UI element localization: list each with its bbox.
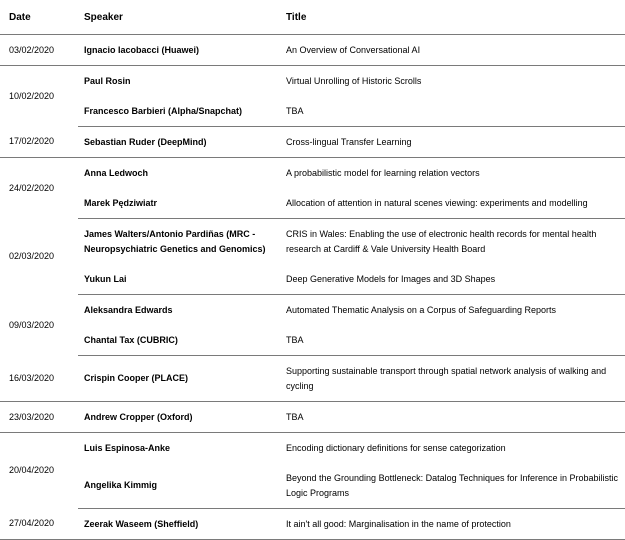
- table-row: [0, 509, 625, 540]
- speaker-column-header: Speaker: [78, 0, 280, 35]
- title-cell: TBA: [280, 96, 625, 127]
- title-cell: TBA: [280, 402, 625, 433]
- title-cell: It ain't all good: Marginalisation in the name of protection: [280, 509, 625, 540]
- table-row: [0, 264, 625, 295]
- speaker-cell: Zeerak Waseem (Sheffield): [78, 509, 280, 540]
- table-header: [0, 0, 625, 35]
- speaker-cell: Sebastian Ruder (DeepMind): [78, 127, 280, 158]
- speaker-cell: Ignacio Iacobacci (Huawei): [78, 35, 280, 66]
- table-row: [0, 219, 625, 265]
- table-row: [0, 66, 625, 97]
- table-row: [0, 356, 625, 402]
- table-row: [0, 402, 625, 433]
- speaker-cell: Marek Pędziwiatr: [78, 188, 280, 219]
- date-cell: 23/03/2020: [0, 402, 78, 433]
- title-cell: Cross-lingual Transfer Learning: [280, 127, 625, 158]
- title-cell: TBA: [280, 325, 625, 356]
- header-row: [0, 0, 625, 35]
- date-cell: 02/03/2020: [9, 251, 55, 261]
- title-column-header: Title: [280, 0, 625, 35]
- table-row: [0, 35, 625, 66]
- speaker-cell: Paul Rosin: [84, 75, 131, 86]
- title-cell: A probabilistic model for learning relation vectors: [286, 167, 480, 178]
- title-cell: Allocation of attention in natural scenes viewing: experiments and modelling: [280, 188, 625, 219]
- table-row: [0, 433, 625, 464]
- table-row: [0, 295, 625, 326]
- title-cell: Encoding dictionary definitions for sense categorization: [286, 442, 506, 453]
- speaker-cell: Crispin Cooper (PLACE): [78, 356, 280, 402]
- speaker-cell: James Walters/Antonio Pardiñas (MRC - Neuropsychiatric Genetics and Genomics): [84, 228, 266, 254]
- title-cell: Supporting sustainable transport through spatial network analysis of walking and cycling: [280, 356, 625, 402]
- date-cell: 16/03/2020: [0, 356, 78, 402]
- table-row: [0, 158, 625, 189]
- date-cell: 03/02/2020: [0, 35, 78, 66]
- title-cell: An Overview of Conversational AI: [280, 35, 625, 66]
- table-body: [0, 35, 625, 540]
- date-cell: 10/02/2020: [9, 90, 55, 101]
- date-cell: 17/02/2020: [0, 127, 78, 158]
- date-cell: 27/04/2020: [0, 509, 78, 540]
- table-row: [0, 188, 625, 219]
- title-cell: Virtual Unrolling of Historic Scrolls: [286, 75, 422, 86]
- table-row: [0, 463, 625, 509]
- speaker-cell: Angelika Kimmig: [78, 463, 280, 509]
- table-row: [0, 127, 625, 158]
- speaker-cell: Yukun Lai: [78, 264, 280, 295]
- speaker-cell: Luis Espinosa-Anke: [84, 442, 171, 453]
- date-column-header: Date: [0, 0, 78, 35]
- title-cell: Deep Generative Models for Images and 3D Shapes: [280, 264, 625, 295]
- date-cell: 20/04/2020: [9, 465, 55, 476]
- speaker-cell: Andrew Cropper (Oxford): [78, 402, 280, 433]
- date-cell: 09/03/2020: [9, 319, 55, 330]
- date-cell: 24/02/2020: [9, 182, 55, 193]
- table-row: [0, 325, 625, 356]
- speaker-cell: Aleksandra Edwards: [84, 304, 173, 315]
- title-cell: Beyond the Grounding Bottleneck: Datalog Techniques for Inference in Probabilistic Logic Programs: [280, 463, 625, 509]
- speaker-cell: Chantal Tax (CUBRIC): [78, 325, 280, 356]
- title-cell: Automated Thematic Analysis on a Corpus of Safeguarding Reports: [286, 304, 556, 315]
- speaker-cell: Anna Ledwoch: [84, 167, 149, 178]
- speaker-cell: Francesco Barbieri (Alpha/Snapchat): [78, 96, 280, 127]
- title-cell: CRIS in Wales: Enabling the use of electronic health records for mental health research at Cardiff & Vale University Health Board: [286, 228, 597, 254]
- table-row: [0, 96, 625, 127]
